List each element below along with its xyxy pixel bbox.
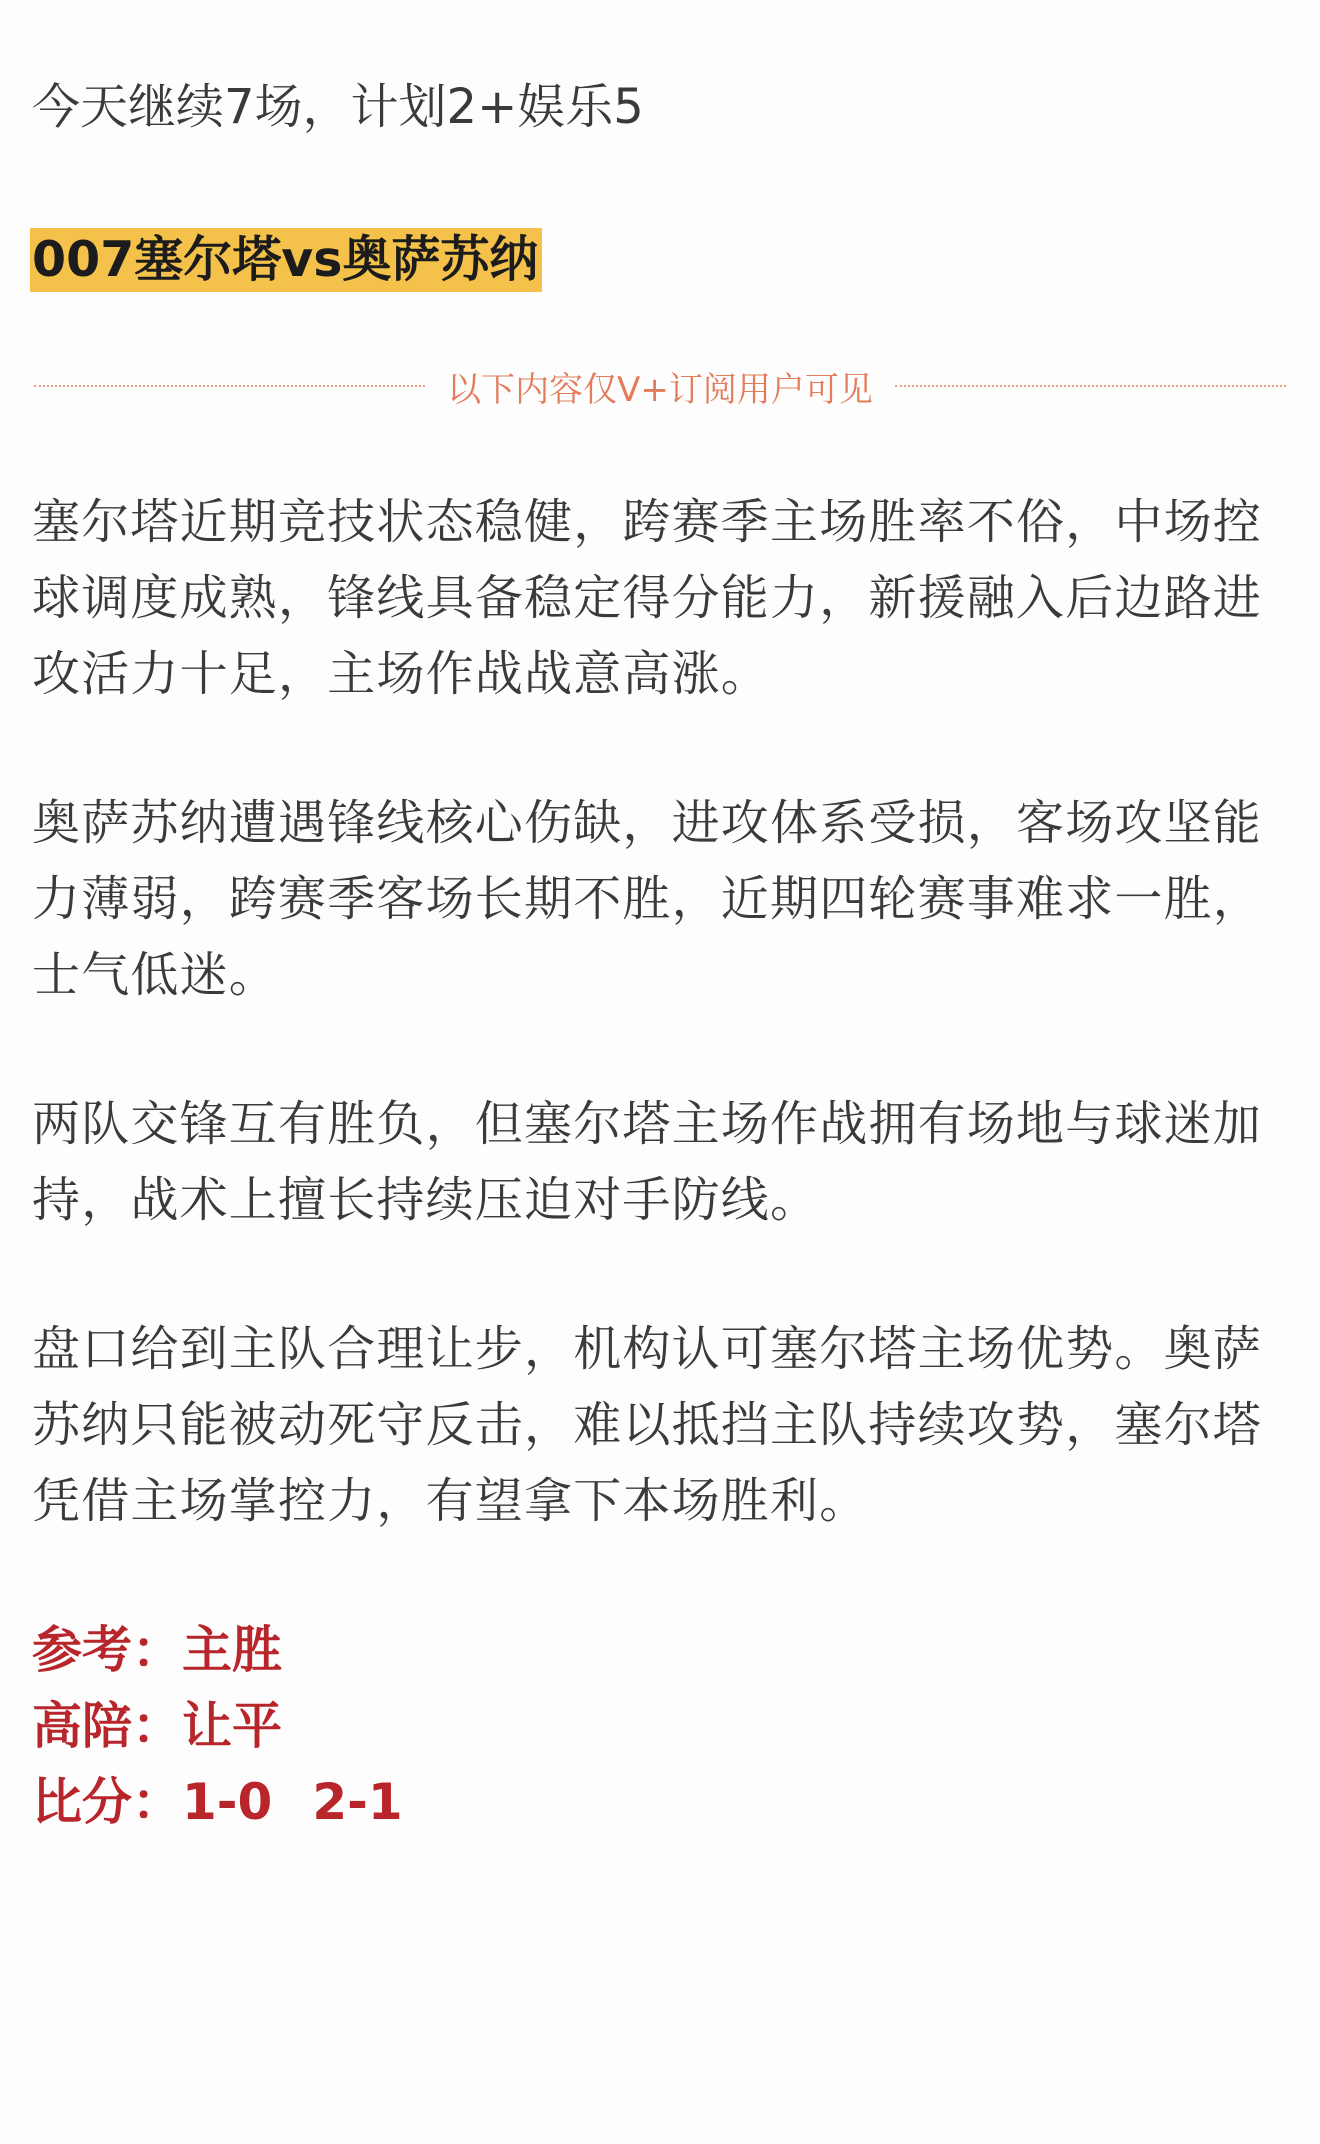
high-odds-pick (32, 1688, 403, 1764)
subscriber-notice: 以下内容仅V+订阅用户可见 (447, 369, 873, 410)
reference-value: 主胜 (182, 1621, 282, 1679)
analysis-paragraph-odds: 盘口给到主队合理让步，机构认可塞尔塔主场优势。奥萨苏纳只能被动死守反击，难以抵挡主队持续攻势，塞尔塔凭借主场掌控力，有望拿下本场胜利。 (32, 1321, 1263, 1529)
score-label: 比分： (32, 1773, 182, 1831)
score-pick (32, 1764, 403, 1840)
divider-line-left (34, 385, 425, 387)
analysis-paragraph-away: 奥萨苏纳遭遇锋线核心伤缺，进攻体系受损，客场攻坚能力薄弱，跨赛季客场长期不胜，近期四轮赛事难求一胜，士气低迷。 (32, 795, 1263, 1003)
score-value-1: 1-0 (182, 1773, 273, 1831)
match-title: 007塞尔塔vs奥萨苏纳 (30, 228, 542, 292)
intro-text: 今天继续7场，计划2+娱乐5 (32, 79, 644, 135)
reference-pick (32, 1612, 403, 1688)
subscriber-divider (34, 356, 1286, 416)
reference-label: 参考： (32, 1621, 182, 1679)
analysis-paragraph-h2h: 两队交锋互有胜负，但塞尔塔主场作战拥有场地与球迷加持，战术上擅长持续压迫对手防线。 (32, 1096, 1263, 1228)
score-value-2: 2-1 (312, 1773, 403, 1831)
high-odds-label: 高陪： (32, 1697, 182, 1755)
analysis-paragraph-home: 塞尔塔近期竞技状态稳健，跨赛季主场胜率不俗，中场控球调度成熟，锋线具备稳定得分能力，新援融入后边路进攻活力十足，主场作战战意高涨。 (32, 494, 1263, 702)
match-title-block (30, 228, 542, 292)
prediction-block (32, 1612, 403, 1840)
divider-line-right (895, 385, 1286, 387)
high-odds-value: 让平 (182, 1697, 282, 1755)
